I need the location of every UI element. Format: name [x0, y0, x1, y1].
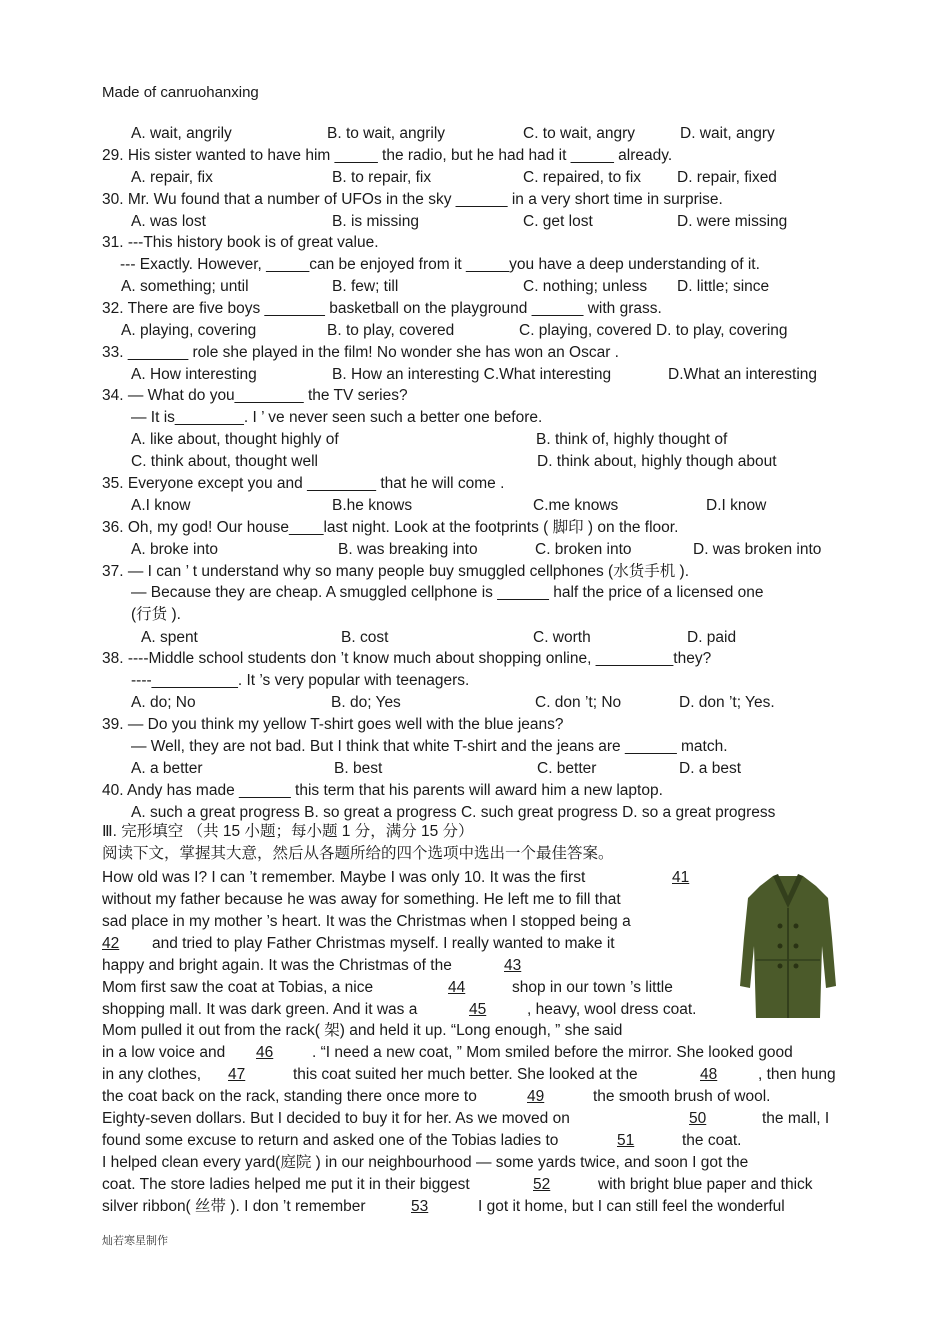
option-text: A. repair, fix: [131, 169, 213, 186]
question-text: 29. His sister wanted to have him _____ the radio, but he had had it _____ already.: [102, 147, 673, 164]
option-text: D.What an interesting: [668, 366, 818, 383]
option-text: B. is missing: [332, 213, 419, 230]
passage-line: without my father because he was away for something. He left me to fill that: [102, 891, 621, 908]
option-text: B. think of, highly thought of: [536, 431, 728, 448]
option-text: B. to play, covered: [327, 322, 455, 339]
question-text: 40. Andy has made ______ this term that his parents will award him a new laptop.: [102, 782, 663, 799]
passage-line: sad place in my mother ’s heart. It was the Christmas when I stopped being a: [102, 913, 631, 930]
blank-number: 48: [700, 1066, 718, 1083]
passage-line: the coat.: [682, 1132, 742, 1149]
option-text: C. to wait, angry: [523, 125, 635, 142]
option-text: C. better: [537, 760, 597, 777]
option-text: B. do; Yes: [331, 694, 401, 711]
question-text: 32. There are five boys _______ basketball on the playground ______ with grass.: [102, 300, 662, 317]
section-instructions: 阅读下文，掌握其大意，然后从各题所给的四个选项中选出一个最佳答案。: [102, 845, 614, 862]
option-text: B. to wait, angrily: [327, 125, 446, 142]
option-text: B. cost: [341, 629, 389, 646]
option-text: C. think about, thought well: [131, 453, 318, 470]
option-text: C. nothing; unless: [523, 278, 648, 295]
option-text: C. broken into: [535, 541, 632, 558]
blank-number: 53: [411, 1198, 429, 1215]
question-text: 36. Oh, my god! Our house____last night. Look at the footprints ( 脚印 ) on the floor.: [102, 519, 679, 536]
question-text: 39. — Do you think my yellow T-shirt goes well with the blue jeans?: [102, 716, 564, 733]
passage-line: Mom first saw the coat at Tobias, a nice: [102, 979, 374, 996]
question-text: 37. — I can ’ t understand why so many people buy smuggled cellphones (水货手机 ).: [102, 563, 689, 580]
blank-number: 41: [672, 869, 690, 886]
option-text: D. think about, highly though about: [537, 453, 777, 470]
option-text: A. a better: [131, 760, 203, 777]
option-text: A. wait, angrily: [131, 125, 232, 142]
page-header: Made of canruohanxing: [102, 84, 259, 101]
option-text: C. get lost: [523, 213, 593, 230]
option-text: C. worth: [533, 629, 591, 646]
question-text: 34. — What do you________ the TV series?: [102, 387, 408, 404]
option-text: A.I know: [131, 497, 191, 514]
passage-line: the mall, I: [762, 1110, 830, 1127]
passage-line: Mom pulled it out from the rack( 架) and held it up. “Long enough, ” she said: [102, 1022, 623, 1039]
option-text: D. paid: [687, 629, 737, 646]
option-text: A. spent: [141, 629, 198, 646]
option-text: C. repaired, to fix: [523, 169, 642, 186]
passage-line: the smooth brush of wool.: [593, 1088, 771, 1105]
section-heading: Ⅲ. 完形填空 （共 15 小题；每小题 1 分，满分 15 分）: [102, 823, 474, 840]
question-text: ----__________. It ’s very popular with teenagers.: [131, 672, 470, 689]
passage-line: with bright blue paper and thick: [598, 1176, 813, 1193]
passage-line: happy and bright again. It was the Christmas of the: [102, 957, 452, 974]
option-text: A. such a great progress B. so great a progress C. such great progress D. so a great progress: [131, 804, 776, 821]
blank-number: 52: [533, 1176, 551, 1193]
blank-number: 44: [448, 979, 466, 996]
green-coat-image: [728, 868, 848, 1028]
option-text: B. to repair, fix: [332, 169, 432, 186]
option-text: B. was breaking into: [338, 541, 478, 558]
question-text: — Well, they are not bad. But I think that white T-shirt and the jeans are ______ match.: [131, 738, 728, 755]
passage-line: this coat suited her much better. She looked at the: [293, 1066, 638, 1083]
option-text: C. playing, covered D. to play, covering: [519, 322, 788, 339]
question-text: 30. Mr. Wu found that a number of UFOs in the sky ______ in a very short time in surprise.: [102, 191, 723, 208]
question-text: 31. ---This history book is of great value.: [102, 234, 379, 251]
blank-number: 51: [617, 1132, 635, 1149]
question-text: 38. ----Middle school students don ’t know much about shopping online, _________they?: [102, 650, 712, 667]
option-text: D. repair, fixed: [677, 169, 777, 186]
option-text: D. little; since: [677, 278, 770, 295]
option-text: A. broke into: [131, 541, 219, 558]
option-text: D. was broken into: [693, 541, 822, 558]
question-text: 35. Everyone except you and ________ that he will come .: [102, 475, 505, 492]
question-text: — Because they are cheap. A smuggled cellphone is ______ half the price of a licensed one: [131, 584, 764, 601]
option-text: D. a best: [679, 760, 742, 777]
passage-line: shop in our town ’s little: [512, 979, 673, 996]
option-text: A. like about, thought highly of: [131, 431, 339, 448]
passage-line: How old was I? I can ’t remember. Maybe I was only 10. It was the first: [102, 869, 586, 886]
option-text: D.I know: [706, 497, 767, 514]
passage-line: in any clothes,: [102, 1066, 202, 1083]
question-text: 33. _______ role she played in the film! No wonder she has won an Oscar .: [102, 344, 619, 361]
blank-number: 50: [689, 1110, 707, 1127]
blank-number: 42: [102, 935, 120, 952]
passage-line: in a low voice and: [102, 1044, 226, 1061]
question-text: — It is________. I ’ ve never seen such a better one before.: [131, 409, 543, 426]
passage-line: Eighty-seven dollars. But I decided to buy it for her. As we moved on: [102, 1110, 570, 1127]
option-text: D. wait, angry: [680, 125, 775, 142]
blank-number: 49: [527, 1088, 545, 1105]
passage-line: , heavy, wool dress coat.: [527, 1001, 697, 1018]
option-text: C.me knows: [533, 497, 619, 514]
passage-line: I helped clean every yard(庭院 ) in our neighbourhood — some yards twice, and soon I got the: [102, 1154, 749, 1171]
passage-line: I got it home, but I can still feel the wonderful: [478, 1198, 785, 1215]
option-text: A. playing, covering: [121, 322, 257, 339]
page-footer: 灿若寒星制作: [102, 1235, 168, 1247]
option-text: C. don ’t; No: [535, 694, 622, 711]
option-text: A. was lost: [131, 213, 206, 230]
option-text: B. How an interesting C.What interesting: [332, 366, 612, 383]
option-text: B. best: [334, 760, 383, 777]
passage-line: shopping mall. It was dark green. And it was a: [102, 1001, 418, 1018]
passage-line: found some excuse to return and asked one of the Tobias ladies to: [102, 1132, 559, 1149]
blank-number: 46: [256, 1044, 274, 1061]
passage-line: and tried to play Father Christmas myself. I really wanted to make it: [152, 935, 615, 952]
option-text: A. do; No: [131, 694, 196, 711]
option-text: A. How interesting: [131, 366, 257, 383]
option-text: A. something; until: [121, 278, 249, 295]
option-text: B. few; till: [332, 278, 399, 295]
question-text: --- Exactly. However, _____can be enjoyed from it _____you have a deep understanding of it.: [120, 256, 760, 273]
passage-line: , then hung: [758, 1066, 836, 1083]
blank-number: 47: [228, 1066, 246, 1083]
blank-number: 43: [504, 957, 522, 974]
blank-number: 45: [469, 1001, 487, 1018]
passage-line: coat. The store ladies helped me put it in their biggest: [102, 1176, 470, 1193]
option-text: D. don ’t; Yes.: [679, 694, 775, 711]
option-text: B.he knows: [332, 497, 413, 514]
passage-line: the coat back on the rack, standing there once more to: [102, 1088, 477, 1105]
passage-line: . “I need a new coat, ” Mom smiled before the mirror. She looked good: [312, 1044, 793, 1061]
question-text: (行货 ).: [131, 606, 181, 623]
option-text: D. were missing: [677, 213, 788, 230]
passage-line: silver ribbon( 丝带 ). I don ’t remember: [102, 1198, 366, 1215]
